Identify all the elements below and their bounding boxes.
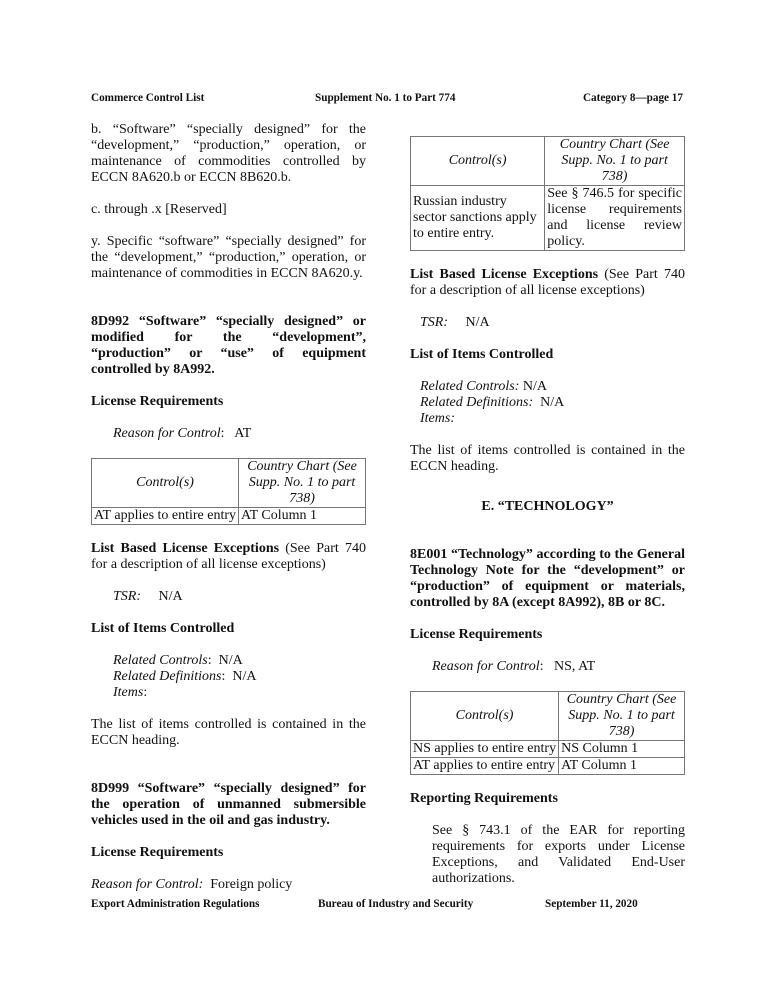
item-c: c. through .x [Reserved] bbox=[91, 202, 227, 217]
table-header: Control(s) bbox=[411, 137, 545, 186]
reason-for-control: Reason for Control: AT bbox=[113, 426, 252, 441]
tsr-value: N/A bbox=[465, 315, 490, 330]
reporting-text: See § 743.1 of the EAR for reporting requirements for exports under License Exceptions, and Validated End-User authorizations. bbox=[432, 823, 685, 886]
related-controls-label: Related Controls bbox=[113, 653, 208, 668]
tsr-line bbox=[410, 315, 685, 331]
lble-paragraph bbox=[410, 267, 685, 299]
controls-table-8d999 bbox=[410, 136, 685, 251]
tsr-label: TSR: bbox=[113, 589, 141, 604]
items-label: Items bbox=[113, 685, 144, 700]
header-left: Commerce Control List bbox=[91, 92, 205, 104]
table-header: Control(s) bbox=[411, 692, 559, 741]
license-requirements-heading: License Requirements bbox=[91, 394, 224, 409]
items-line bbox=[410, 411, 685, 427]
left-column bbox=[91, 122, 366, 893]
header-right: Category 8—page 17 bbox=[582, 92, 683, 104]
reason-for-control bbox=[91, 877, 366, 893]
table-header: Country Chart (See Supp. No. 1 to part 738) bbox=[545, 137, 685, 186]
related-controls-value: N/A bbox=[218, 653, 243, 668]
table-header: Control(s) bbox=[92, 459, 239, 508]
reason-value: AT bbox=[234, 426, 252, 441]
table-cell: NS Column 1 bbox=[559, 741, 685, 758]
items-text: The list of items controlled is contained in the ECCN heading. bbox=[91, 717, 366, 748]
related-controls-label: Related Controls: bbox=[420, 379, 520, 394]
tsr-value: N/A bbox=[158, 589, 183, 604]
footer-right: September 11, 2020 bbox=[545, 898, 638, 910]
reporting-requirements-heading: Reporting Requirements bbox=[410, 791, 558, 806]
related-definitions-label: Related Definitions: bbox=[420, 395, 534, 410]
footer-left: Export Administration Regulations bbox=[91, 898, 260, 910]
tsr-label: TSR: bbox=[420, 315, 448, 330]
related-definitions bbox=[410, 395, 685, 411]
reason-label: Reason for Control: bbox=[91, 877, 204, 892]
item-y: y. Specific “software” “specially designed” for the “development,” “production,” operation, or maintenance of commodities in ECCN 8A620.y. bbox=[91, 234, 366, 281]
reason-value: Foreign policy bbox=[210, 877, 293, 892]
license-requirements-heading: License Requirements bbox=[91, 845, 224, 860]
items-text: The list of items controlled is contained in the ECCN heading. bbox=[410, 443, 685, 474]
table-row bbox=[92, 508, 366, 525]
eccn-8e001-title: 8E001 “Technology” according to the General Technology Note for the “development” or “production” of equipment or materials, controlled by 8A (except 8A992), 8B or 8C. bbox=[410, 547, 685, 610]
eccn-8d992-title: 8D992 “Software” “specially designed” or modified for the “development”, “production” or “use” of equipment controlled by 8A992. bbox=[91, 314, 366, 377]
item-b: b. “Software” “specially designed” for the “development,” “production,” operation, or maintenance of commodities controlled by ECCN 8A620.b or ECCN 8B620.b. bbox=[91, 122, 366, 185]
table-cell: AT Column 1 bbox=[239, 508, 366, 525]
lble-text: (See Part 740 for a description of all license exceptions) bbox=[410, 267, 685, 298]
license-requirements-heading: License Requirements bbox=[410, 627, 543, 642]
reason-label: Reason for Control bbox=[113, 426, 221, 441]
table-row bbox=[411, 741, 685, 758]
items-controlled-heading: List of Items Controlled bbox=[410, 347, 554, 362]
reason-label: Reason for Control bbox=[432, 659, 540, 674]
table-header: Country Chart (See Supp. No. 1 to part 738) bbox=[559, 692, 685, 741]
related-definitions-value: N/A bbox=[232, 669, 257, 684]
right-column bbox=[410, 136, 685, 887]
controls-table-8e001 bbox=[410, 691, 685, 775]
table-row bbox=[411, 186, 685, 251]
footer-center: Bureau of Industry and Security bbox=[318, 898, 474, 910]
items-line: Items: bbox=[113, 685, 148, 700]
related-definitions-value: N/A bbox=[540, 395, 565, 410]
related-definitions: Related Definitions: N/A bbox=[113, 669, 257, 684]
lble-heading: List Based License Exceptions bbox=[410, 267, 599, 282]
items-label: Items: bbox=[420, 411, 455, 426]
controls-table-8d992 bbox=[91, 458, 366, 525]
table-row bbox=[411, 758, 685, 775]
items-controlled-heading: List of Items Controlled bbox=[91, 621, 235, 636]
table-cell: AT applies to entire entry bbox=[411, 758, 559, 775]
lble-heading: List Based License Exceptions bbox=[91, 541, 280, 556]
related-controls-value: N/A bbox=[522, 379, 548, 394]
reason-for-control: Reason for Control: NS, AT bbox=[432, 659, 596, 674]
related-controls bbox=[410, 379, 685, 395]
table-cell: Russian industry sector sanctions apply to entire entry. bbox=[411, 186, 545, 251]
lble-text: (See Part 740 for a description of all license exceptions) bbox=[91, 541, 366, 572]
lble-paragraph bbox=[91, 541, 366, 573]
table-cell: NS applies to entire entry bbox=[411, 741, 559, 758]
tsr-line bbox=[91, 589, 366, 605]
related-definitions-label: Related Definitions bbox=[113, 669, 222, 684]
table-cell: See § 746.5 for specific license requirements and license review policy. bbox=[545, 186, 685, 251]
table-cell: AT Column 1 bbox=[559, 758, 685, 775]
reason-value: NS, AT bbox=[554, 659, 596, 674]
table-header: Country Chart (See Supp. No. 1 to part 738) bbox=[239, 459, 366, 508]
header-center: Supplement No. 1 to Part 774 bbox=[315, 92, 456, 104]
section-heading-technology: E. “TECHNOLOGY” bbox=[481, 499, 614, 514]
related-controls: Related Controls: N/A bbox=[113, 653, 243, 668]
table-cell: AT applies to entire entry bbox=[92, 508, 239, 525]
eccn-8d999-title: 8D999 “Software” “specially designed” for the operation of unmanned submersible vehicles used in the oil and gas industry. bbox=[91, 781, 366, 828]
